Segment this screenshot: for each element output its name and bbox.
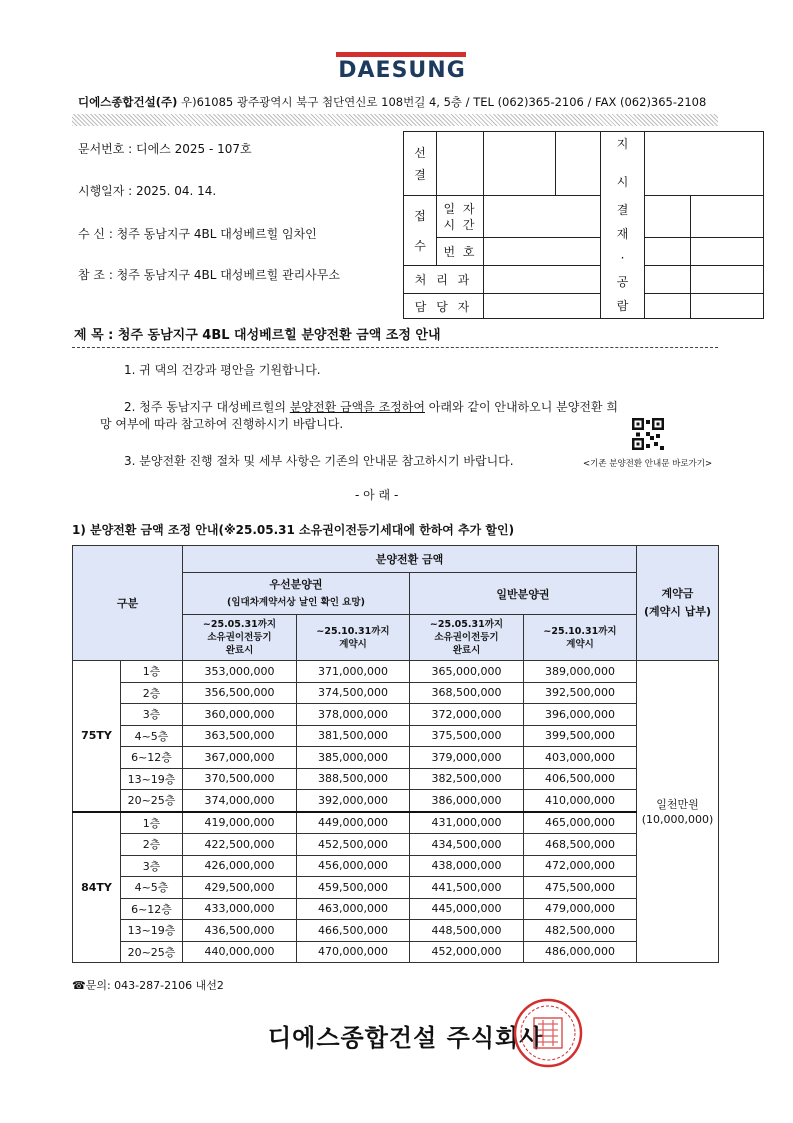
floor-cell: 4~5층: [121, 725, 183, 747]
table-row: [73, 725, 719, 747]
floor-cell: 13~19층: [121, 920, 183, 942]
price-cell: 392,500,000: [524, 682, 637, 704]
approval-blank: [645, 196, 691, 238]
paragraph-2-underlined: 분양전환 금액을 조정하여: [289, 400, 425, 414]
header-deposit: [637, 546, 719, 661]
floor-cell: 3층: [121, 855, 183, 877]
approval-blank: [691, 294, 764, 319]
approval-blank: [645, 132, 764, 196]
table-row: [73, 768, 719, 790]
floor-cell: 6~12층: [121, 898, 183, 920]
su-label: 수: [414, 238, 426, 253]
header-amount: 분양전환 금액: [183, 546, 637, 573]
sub-reg-line1: ~25.05.31까지: [429, 619, 504, 630]
floor-cell: 13~19층: [121, 768, 183, 790]
sub-reg-line2: 소유권이전등기: [434, 632, 499, 643]
ji-label: 지: [616, 137, 629, 151]
floor-cell: 6~12층: [121, 747, 183, 769]
price-cell: 396,000,000: [524, 704, 637, 726]
recipient: 수 신 : 청주 동남지구 4BL 대성베르힐 임차인: [78, 227, 317, 241]
sigan-label: 시 간: [443, 217, 477, 232]
beonho-cell: 번 호: [437, 238, 484, 266]
company-address: 우)61085 광주광역시 북구 첨단연신로 108번길 4, 5층 / TEL (062)365-2106 / FAX (062)365-2108: [181, 95, 707, 109]
price-cell: 374,000,000: [183, 790, 297, 812]
price-cell: 482,500,000: [524, 920, 637, 942]
deposit-value-cell: [637, 661, 719, 963]
sub-con-line2: 계약시: [339, 638, 367, 650]
paragraph-1: 1. 귀 댁의 건강과 평안을 기원합니다.: [124, 363, 321, 377]
jeop-label: 접: [414, 208, 426, 223]
approval-blank: [484, 196, 601, 238]
previous-notice-link[interactable]: <기존 분양전환 안내문 바로가기>: [583, 459, 713, 469]
price-cell: 388,500,000: [297, 768, 410, 790]
sub-reg-line1: ~25.05.31까지: [202, 619, 277, 630]
seon-label: 선: [414, 145, 426, 160]
price-cell: 472,000,000: [524, 855, 637, 877]
ilja-label: 일 자: [443, 201, 477, 216]
si-label: 시: [616, 175, 629, 189]
header-general: 일반분양권: [410, 573, 637, 615]
price-cell: 406,500,000: [524, 768, 637, 790]
table-row: [73, 704, 719, 726]
price-cell: 452,000,000: [410, 941, 524, 963]
floor-cell: 1층: [121, 812, 183, 834]
sub-con-line1: ~25.10.31까지: [543, 625, 617, 637]
floor-cell: 20~25층: [121, 941, 183, 963]
price-cell: 436,500,000: [183, 920, 297, 942]
price-cell: 386,000,000: [410, 790, 524, 812]
approval-blank: [484, 266, 601, 294]
approval-blank: [556, 132, 601, 196]
price-cell: 486,000,000: [524, 941, 637, 963]
floor-cell: 3층: [121, 704, 183, 726]
reference: 참 조 : 청주 동남지구 4BL 대성베르힐 관리사무소: [78, 268, 340, 282]
price-cell: 378,000,000: [297, 704, 410, 726]
sub-header-contract: [297, 615, 410, 661]
sub-con-line2: 계약시: [566, 638, 594, 650]
approval-blank: [691, 238, 764, 266]
table-row: [73, 941, 719, 963]
sub-reg-line2: 소유권이전등기: [207, 632, 272, 643]
ji-si-gyeol-column: [601, 132, 645, 319]
sub-con-line1: ~25.10.31까지: [316, 625, 390, 637]
doc-number: 문서번호 : 디에스 2025 - 107호: [78, 142, 252, 156]
approval-blank: [645, 238, 691, 266]
gyeol2-label: 결: [616, 203, 629, 217]
approval-blank: [645, 266, 691, 294]
price-cell: 470,000,000: [297, 941, 410, 963]
price-cell: 410,000,000: [524, 790, 637, 812]
priority-label: 우선분양권: [269, 577, 323, 591]
price-cell: 360,000,000: [183, 704, 297, 726]
approval-blank: [437, 132, 484, 196]
deposit-label: 계약금: [661, 587, 694, 600]
price-cell: 426,000,000: [183, 855, 297, 877]
price-cell: 371,000,000: [297, 661, 410, 683]
price-cell: 466,500,000: [297, 920, 410, 942]
price-cell: 382,500,000: [410, 768, 524, 790]
price-cell: 438,000,000: [410, 855, 524, 877]
approval-blank: [645, 294, 691, 319]
company-info-line: [78, 94, 706, 110]
floor-cell: 20~25층: [121, 790, 183, 812]
price-cell: 468,500,000: [524, 834, 637, 856]
table-row: [73, 747, 719, 769]
sub-header-registration: [410, 615, 524, 661]
table-row: [73, 920, 719, 942]
price-cell: 459,500,000: [297, 877, 410, 899]
price-cell: 399,500,000: [524, 725, 637, 747]
sub-reg-line3: 완료시: [225, 645, 254, 656]
paragraph-2-text-b: 아래와 같이 안내하오니 분양전환 희: [424, 400, 618, 414]
price-cell: 448,500,000: [410, 920, 524, 942]
dot-label: ·: [620, 251, 625, 265]
section-title: 1) 분양전환 금액 조정 안내(※25.05.31 소유권이전등기세대에 한하여 추가 할인): [72, 523, 515, 537]
cheori-cell: 처 리 과: [404, 266, 484, 294]
paragraph-2-cont: 망 여부에 따라 참고하여 진행하시기 바랍니다.: [100, 417, 344, 431]
gong-label: 공: [616, 275, 629, 289]
deposit-value: 일천만원: [656, 797, 699, 811]
sub-header-registration: [183, 615, 297, 661]
table-row: [73, 812, 719, 834]
approval-blank: [484, 294, 601, 319]
price-cell: 452,500,000: [297, 834, 410, 856]
price-cell: 449,000,000: [297, 812, 410, 834]
floor-cell: 2층: [121, 682, 183, 704]
company-seal-icon: [512, 996, 584, 1070]
price-cell: 374,500,000: [297, 682, 410, 704]
price-cell: 445,000,000: [410, 898, 524, 920]
deposit-sub-label: (계약시 납부): [643, 605, 711, 618]
table-row: [73, 898, 719, 920]
header-gubun: 구분: [73, 546, 183, 661]
price-cell: 431,000,000: [410, 812, 524, 834]
price-cell: 403,000,000: [524, 747, 637, 769]
unit-type-cell: 84TY: [73, 812, 121, 963]
price-cell: 356,500,000: [183, 682, 297, 704]
issue-date: 시행일자 : 2025. 04. 14.: [78, 184, 217, 198]
table-row: [73, 855, 719, 877]
priority-sub-label: (임대차계약서상 날인 확인 요망): [227, 596, 365, 608]
company-logo: DAESUNG: [338, 58, 466, 83]
price-table: [72, 545, 719, 963]
header-divider: [72, 114, 718, 126]
table-row: [73, 834, 719, 856]
price-cell: 368,500,000: [410, 682, 524, 704]
below-marker: - 아 래 -: [355, 488, 399, 502]
gyeol-label: 결: [414, 167, 426, 182]
jeopsu-cell: [404, 196, 437, 266]
seon-gyeol-cell: [404, 132, 437, 196]
price-cell: 353,000,000: [183, 661, 297, 683]
sub-reg-line3: 완료시: [452, 645, 481, 656]
table-row: [73, 661, 719, 683]
price-cell: 479,000,000: [524, 898, 637, 920]
contact-info: ☎문의: 043-287-2106 내선2: [72, 979, 224, 992]
footer-company-name: 디에스종합건설 주식회사: [268, 1024, 544, 1052]
price-cell: 475,500,000: [524, 877, 637, 899]
header-priority: [183, 573, 410, 615]
price-table-body: [73, 661, 719, 963]
floor-cell: 4~5층: [121, 877, 183, 899]
deposit-value-number: (10,000,000): [641, 812, 714, 826]
price-cell: 370,500,000: [183, 768, 297, 790]
qr-code-icon[interactable]: [632, 418, 664, 450]
price-cell: 456,000,000: [297, 855, 410, 877]
price-cell: 429,500,000: [183, 877, 297, 899]
price-cell: 419,000,000: [183, 812, 297, 834]
price-cell: 367,000,000: [183, 747, 297, 769]
price-cell: 392,000,000: [297, 790, 410, 812]
approval-blank: [691, 196, 764, 238]
approval-blank: [691, 266, 764, 294]
price-cell: 441,500,000: [410, 877, 524, 899]
price-cell: 433,000,000: [183, 898, 297, 920]
paragraph-3: 3. 분양전환 진행 절차 및 세부 사항은 기존의 안내문 참고하시기 바랍니다.: [124, 454, 514, 468]
jae-label: 재: [616, 227, 629, 241]
price-cell: 363,500,000: [183, 725, 297, 747]
logo-accent-bar: [336, 52, 466, 57]
subject-line: 제 목 : 청주 동남지구 4BL 대성베르힐 분양전환 금액 조정 안내: [74, 328, 441, 343]
ilja-sigan-cell: [437, 196, 484, 238]
price-cell: 379,000,000: [410, 747, 524, 769]
price-cell: 440,000,000: [183, 941, 297, 963]
price-cell: 389,000,000: [524, 661, 637, 683]
damdang-cell: 담 당 자: [404, 294, 484, 319]
unit-type-cell: 75TY: [73, 661, 121, 812]
paragraph-2-text-a: 2. 청주 동남지구 대성베르힐의: [124, 400, 290, 414]
sub-header-contract: [524, 615, 637, 661]
price-cell: 381,500,000: [297, 725, 410, 747]
floor-cell: 2층: [121, 834, 183, 856]
price-cell: 375,500,000: [410, 725, 524, 747]
ram-label: 람: [616, 299, 629, 313]
approval-box: [403, 131, 764, 319]
price-cell: 422,500,000: [183, 834, 297, 856]
approval-blank: [484, 132, 556, 196]
price-cell: 434,500,000: [410, 834, 524, 856]
price-cell: 465,000,000: [524, 812, 637, 834]
price-cell: 463,000,000: [297, 898, 410, 920]
floor-cell: 1층: [121, 661, 183, 683]
approval-blank: [484, 238, 601, 266]
subject-divider: [72, 347, 718, 348]
table-row: [73, 877, 719, 899]
table-row: [73, 682, 719, 704]
price-cell: 385,000,000: [297, 747, 410, 769]
price-cell: 372,000,000: [410, 704, 524, 726]
table-row: [73, 790, 719, 812]
price-cell: 365,000,000: [410, 661, 524, 683]
company-name: 디에스종합건설(주): [78, 95, 178, 109]
